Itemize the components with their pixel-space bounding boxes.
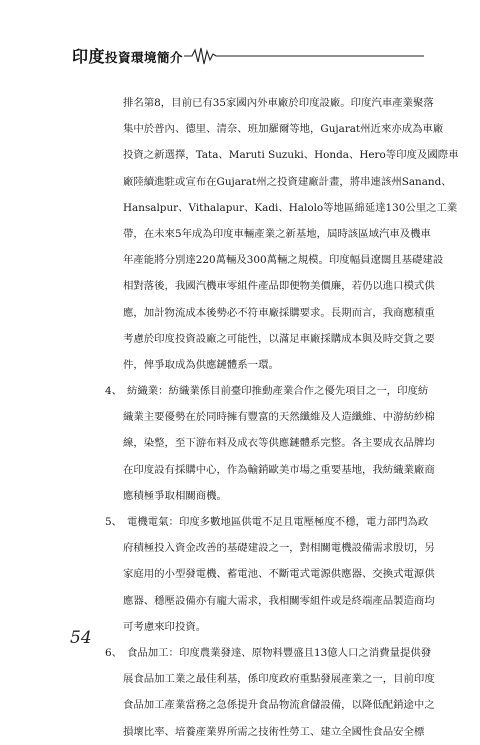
paragraph-line: 集中於普內、德里、清奈、班加羅爾等地，Gujarat州近來亦成為車廠 <box>123 123 444 136</box>
item-line: 展食品加工業之最佳利基，係印度政府重點發展產業之一，目前印度 <box>123 673 435 686</box>
item-line: 食品加工產業當務之急係提升食品物流倉儲設備，以降低配銷途中之 <box>123 699 435 712</box>
item-line: 電機電氣：印度多數地區供電不足且電壓極度不穩，電力部門為政 <box>127 516 429 528</box>
paragraph-line: 件，俾爭取成為供應鏈體系一環。 <box>123 358 279 371</box>
item-line: 應器、穩壓設備亦有龐大需求，我相關零組件或是終端產品製造商均 <box>123 594 435 607</box>
item-number: 6、 <box>105 646 123 659</box>
item-line: 可考慮來印投資。 <box>123 620 207 633</box>
item-number: 5、 <box>105 516 123 528</box>
header-title-big: 印度 <box>72 47 106 66</box>
paragraph-line: 考慮於印度投資設廠之可能性，以滿足車廠採購成本與及時交貨之要 <box>123 332 435 345</box>
continued-paragraph <box>91 90 459 378</box>
paragraph-line: 廠陸續進駐或宣布在Gujarat州之投資建廠計畫，將串連該州Sanand、 <box>123 175 452 188</box>
paragraph-line: 年產能將分別達220萬輛及300萬輛之規模。印度幅員遼闊且基礎建設 <box>123 254 444 267</box>
header-title-rest: 投資環境簡介 <box>105 50 184 65</box>
paragraph-line: 應，加計物流成本後勢必不符車廠採購要求。長期而言，我商應積重 <box>123 306 435 319</box>
item-line: 線，染整，至下游布料及成衣等供應鏈體系完整。各主要成衣品牌均 <box>123 437 435 450</box>
body-text <box>91 90 459 745</box>
list-item-food-processing <box>91 640 437 745</box>
item-line: 紡織業：紡織業係目前臺印推動產業合作之優先項目之一，印度紡 <box>127 385 429 398</box>
item-number: 4、 <box>105 385 123 398</box>
paragraph-line: 帶，在未來5年成為印度車輛產業之新基地，屆時該區域汽車及機車 <box>123 227 431 240</box>
item-line: 損壞比率、培養產業界所需之技術性勞工、建立全國性食品安全標 <box>123 725 425 738</box>
paragraph-line: 相對落後，我國汽機車零組件產品即便物美價廉，若仍以進口模式供 <box>123 280 435 293</box>
list-item-electrical <box>91 509 437 640</box>
page-number: 54 <box>70 628 92 648</box>
item-line: 在印度設有採購中心，作為輸銷歐美市場之重要基地，我紡織業廠商 <box>123 463 435 476</box>
item-line: 織業主要優勢在於同時擁有豐富的天然纖維及人造纖維、中游紡紗棉 <box>123 411 435 424</box>
paragraph-line: Hansalpur、Vithalapur、Kadi、Halolo等地區綿延達130公里之工業 <box>123 201 458 214</box>
item-line: 應積極爭取相關商機。 <box>123 489 227 502</box>
running-header <box>72 44 424 66</box>
item-line: 食品加工：印度農業發達、原物料豐盛且13億人口之消費量提供發 <box>127 646 432 659</box>
item-line: 家庭用的小型發電機、蓄電池、不斷電式電源供應器、交換式電源供 <box>123 568 435 581</box>
header-title <box>72 44 183 67</box>
paragraph-line: 投資之新選擇，Tata、Maruti Suzuki、Honda、Hero等印度及國際車 <box>123 149 459 162</box>
item-line: 府積極投入資金改善的基礎建設之一，對相關電機設備需求殷切，另 <box>123 542 435 555</box>
header-wave-line <box>184 46 424 66</box>
list-item-textiles <box>91 378 437 509</box>
paragraph-line: 排名第8，目前已有35家國內外車廠於印度設廠。印度汽車產業聚落 <box>123 97 434 109</box>
